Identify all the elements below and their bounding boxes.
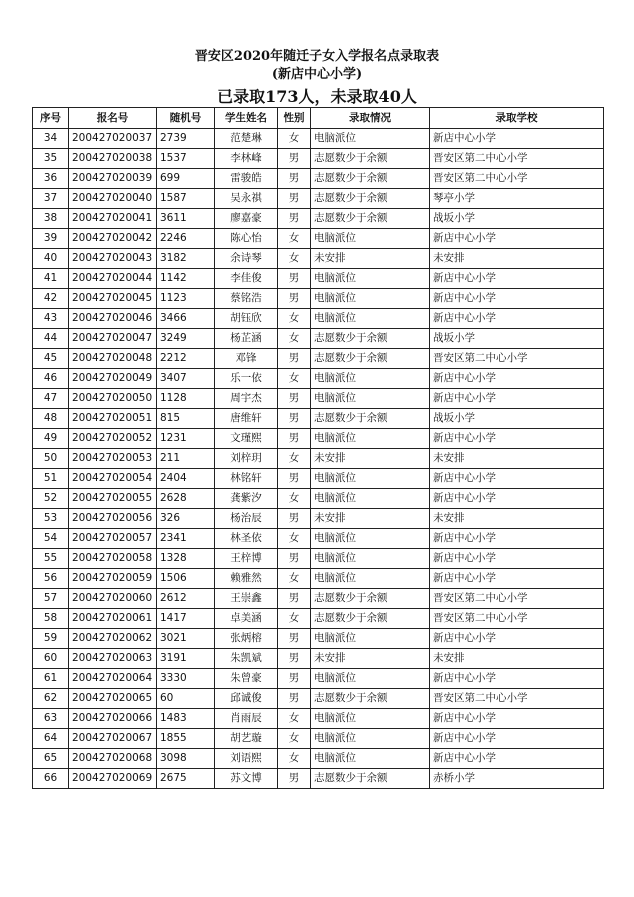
cell-registration-number: 200427020046: [69, 309, 157, 329]
cell-admitted-school: 新店中心小学: [430, 489, 604, 509]
cell-student-name: 龚紫汐: [215, 489, 278, 509]
cell-registration-number: 200427020064: [69, 669, 157, 689]
cell-registration-number: 200427020039: [69, 169, 157, 189]
cell-index: 35: [33, 149, 69, 169]
cell-gender: 男: [278, 189, 311, 209]
cell-admitted-school: 战坂小学: [430, 209, 604, 229]
cell-student-name: 吴永祺: [215, 189, 278, 209]
cell-admission-status: 志愿数少于余额: [311, 409, 430, 429]
cell-gender: 男: [278, 209, 311, 229]
cell-admitted-school: 新店中心小学: [430, 309, 604, 329]
cell-student-name: 朱曾豪: [215, 669, 278, 689]
cell-admitted-school: 新店中心小学: [430, 629, 604, 649]
cell-registration-number: 200427020056: [69, 509, 157, 529]
cell-index: 52: [33, 489, 69, 509]
cell-gender: 男: [278, 629, 311, 649]
cell-registration-number: 200427020058: [69, 549, 157, 569]
cell-admitted-school: 晋安区第二中心小学: [430, 149, 604, 169]
cell-registration-number: 200427020052: [69, 429, 157, 449]
cell-random-number: 1587: [157, 189, 215, 209]
cell-random-number: 1537: [157, 149, 215, 169]
cell-admission-status: 电脑派位: [311, 469, 430, 489]
cell-index: 61: [33, 669, 69, 689]
cell-admission-status: 志愿数少于余额: [311, 349, 430, 369]
cell-random-number: 3466: [157, 309, 215, 329]
table-row: [33, 769, 604, 789]
cell-index: 50: [33, 449, 69, 469]
table-row: [33, 309, 604, 329]
table-row: [33, 569, 604, 589]
cell-registration-number: 200427020060: [69, 589, 157, 609]
cell-student-name: 雷骏皓: [215, 169, 278, 189]
cell-index: 65: [33, 749, 69, 769]
table-row: [33, 209, 604, 229]
cell-random-number: 3021: [157, 629, 215, 649]
cell-student-name: 朱凯斌: [215, 649, 278, 669]
cell-random-number: 3611: [157, 209, 215, 229]
cell-random-number: 2612: [157, 589, 215, 609]
table-row: [33, 409, 604, 429]
cell-student-name: 刘梓玥: [215, 449, 278, 469]
cell-admission-status: 志愿数少于余额: [311, 769, 430, 789]
cell-admission-status: 未安排: [311, 449, 430, 469]
admission-table: [32, 107, 604, 789]
cell-gender: 男: [278, 389, 311, 409]
cell-gender: 男: [278, 549, 311, 569]
cell-student-name: 范楚琳: [215, 129, 278, 149]
table-row: [33, 749, 604, 769]
cell-gender: 女: [278, 609, 311, 629]
cell-random-number: 1123: [157, 289, 215, 309]
cell-gender: 男: [278, 589, 311, 609]
cell-student-name: 李林峰: [215, 149, 278, 169]
cell-registration-number: 200427020055: [69, 489, 157, 509]
cell-admitted-school: 新店中心小学: [430, 129, 604, 149]
cell-student-name: 邓锋: [215, 349, 278, 369]
cell-index: 60: [33, 649, 69, 669]
cell-gender: 男: [278, 289, 311, 309]
cell-index: 54: [33, 529, 69, 549]
cell-admission-status: 志愿数少于余额: [311, 149, 430, 169]
cell-admitted-school: 新店中心小学: [430, 549, 604, 569]
cell-student-name: 杨芷涵: [215, 329, 278, 349]
column-header-random-number: 随机号: [157, 108, 215, 129]
cell-random-number: 2628: [157, 489, 215, 509]
cell-gender: 女: [278, 729, 311, 749]
cell-index: 40: [33, 249, 69, 269]
cell-registration-number: 200427020037: [69, 129, 157, 149]
cell-admission-status: 志愿数少于余额: [311, 169, 430, 189]
cell-random-number: 2404: [157, 469, 215, 489]
cell-student-name: 苏文博: [215, 769, 278, 789]
cell-admission-status: 志愿数少于余额: [311, 689, 430, 709]
cell-random-number: 3249: [157, 329, 215, 349]
cell-gender: 女: [278, 369, 311, 389]
cell-admitted-school: 晋安区第二中心小学: [430, 689, 604, 709]
cell-admitted-school: 新店中心小学: [430, 229, 604, 249]
cell-admission-status: 电脑派位: [311, 629, 430, 649]
cell-index: 41: [33, 269, 69, 289]
table-row: [33, 389, 604, 409]
cell-admission-status: 志愿数少于余额: [311, 209, 430, 229]
cell-gender: 女: [278, 449, 311, 469]
cell-random-number: 3191: [157, 649, 215, 669]
cell-student-name: 卓美涵: [215, 609, 278, 629]
cell-admission-status: 电脑派位: [311, 309, 430, 329]
cell-admission-status: 电脑派位: [311, 229, 430, 249]
cell-random-number: 2675: [157, 769, 215, 789]
cell-admission-status: 电脑派位: [311, 429, 430, 449]
cell-student-name: 李佳俊: [215, 269, 278, 289]
cell-gender: 男: [278, 429, 311, 449]
cell-gender: 男: [278, 649, 311, 669]
cell-random-number: 1128: [157, 389, 215, 409]
cell-admission-status: 电脑派位: [311, 289, 430, 309]
cell-index: 48: [33, 409, 69, 429]
cell-gender: 女: [278, 489, 311, 509]
cell-admitted-school: 战坂小学: [430, 329, 604, 349]
cell-random-number: 1231: [157, 429, 215, 449]
document-subtitle: (新店中心小学): [271, 67, 363, 82]
cell-student-name: 赖雅然: [215, 569, 278, 589]
cell-registration-number: 200427020069: [69, 769, 157, 789]
cell-registration-number: 200427020065: [69, 689, 157, 709]
cell-student-name: 王梓博: [215, 549, 278, 569]
table-row: [33, 449, 604, 469]
cell-index: 44: [33, 329, 69, 349]
column-header-index: 序号: [33, 108, 69, 129]
cell-admission-status: 电脑派位: [311, 269, 430, 289]
table-row: [33, 249, 604, 269]
cell-student-name: 乐一依: [215, 369, 278, 389]
cell-admission-status: 未安排: [311, 249, 430, 269]
table-row: [33, 129, 604, 149]
cell-random-number: 60: [157, 689, 215, 709]
cell-admitted-school: 新店中心小学: [430, 389, 604, 409]
cell-index: 43: [33, 309, 69, 329]
cell-random-number: 211: [157, 449, 215, 469]
cell-random-number: 1142: [157, 269, 215, 289]
cell-registration-number: 200427020053: [69, 449, 157, 469]
cell-admitted-school: 新店中心小学: [430, 749, 604, 769]
cell-admitted-school: 未安排: [430, 249, 604, 269]
cell-registration-number: 200427020062: [69, 629, 157, 649]
cell-admission-status: 志愿数少于余额: [311, 329, 430, 349]
cell-gender: 女: [278, 749, 311, 769]
cell-admission-status: 志愿数少于余额: [311, 589, 430, 609]
cell-admitted-school: 新店中心小学: [430, 569, 604, 589]
cell-admission-status: 电脑派位: [311, 369, 430, 389]
cell-student-name: 蔡铭浩: [215, 289, 278, 309]
table-row: [33, 729, 604, 749]
column-header-admission-status: 录取情况: [311, 108, 430, 129]
cell-student-name: 林铭轩: [215, 469, 278, 489]
cell-random-number: 2341: [157, 529, 215, 549]
cell-index: 46: [33, 369, 69, 389]
cell-registration-number: 200427020038: [69, 149, 157, 169]
cell-registration-number: 200427020047: [69, 329, 157, 349]
table-row: [33, 489, 604, 509]
cell-admitted-school: 晋安区第二中心小学: [430, 609, 604, 629]
cell-admitted-school: 晋安区第二中心小学: [430, 589, 604, 609]
cell-index: 66: [33, 769, 69, 789]
cell-random-number: 1417: [157, 609, 215, 629]
cell-random-number: 3098: [157, 749, 215, 769]
cell-admitted-school: 赤桥小学: [430, 769, 604, 789]
cell-random-number: 2246: [157, 229, 215, 249]
cell-random-number: 3407: [157, 369, 215, 389]
cell-registration-number: 200427020068: [69, 749, 157, 769]
cell-index: 53: [33, 509, 69, 529]
cell-registration-number: 200427020061: [69, 609, 157, 629]
cell-admitted-school: 新店中心小学: [430, 729, 604, 749]
cell-registration-number: 200427020042: [69, 229, 157, 249]
cell-admission-status: 电脑派位: [311, 669, 430, 689]
cell-index: 38: [33, 209, 69, 229]
cell-gender: 男: [278, 689, 311, 709]
cell-index: 55: [33, 549, 69, 569]
table-row: [33, 189, 604, 209]
cell-registration-number: 200427020048: [69, 349, 157, 369]
cell-registration-number: 200427020066: [69, 709, 157, 729]
cell-registration-number: 200427020057: [69, 529, 157, 549]
column-header-admitted-school: 录取学校: [430, 108, 604, 129]
cell-gender: 女: [278, 309, 311, 329]
cell-registration-number: 200427020054: [69, 469, 157, 489]
cell-admission-status: 电脑派位: [311, 389, 430, 409]
cell-admission-status: 电脑派位: [311, 749, 430, 769]
cell-random-number: 1483: [157, 709, 215, 729]
cell-admission-status: 志愿数少于余额: [311, 609, 430, 629]
cell-student-name: 陈心怡: [215, 229, 278, 249]
cell-gender: 男: [278, 669, 311, 689]
table-row: [33, 549, 604, 569]
cell-index: 34: [33, 129, 69, 149]
cell-index: 51: [33, 469, 69, 489]
cell-random-number: 1855: [157, 729, 215, 749]
cell-random-number: 326: [157, 509, 215, 529]
table-row: [33, 669, 604, 689]
cell-admitted-school: 晋安区第二中心小学: [430, 349, 604, 369]
cell-registration-number: 200427020059: [69, 569, 157, 589]
cell-admitted-school: 未安排: [430, 509, 604, 529]
table-row: [33, 469, 604, 489]
table-row: [33, 349, 604, 369]
cell-registration-number: 200427020049: [69, 369, 157, 389]
cell-student-name: 廖嘉豪: [215, 209, 278, 229]
cell-registration-number: 200427020063: [69, 649, 157, 669]
cell-admitted-school: 新店中心小学: [430, 369, 604, 389]
cell-gender: 男: [278, 169, 311, 189]
cell-index: 58: [33, 609, 69, 629]
cell-random-number: 1506: [157, 569, 215, 589]
cell-admission-status: 电脑派位: [311, 549, 430, 569]
cell-random-number: 2739: [157, 129, 215, 149]
table-row: [33, 149, 604, 169]
table-row: [33, 709, 604, 729]
cell-admitted-school: 未安排: [430, 449, 604, 469]
cell-gender: 女: [278, 709, 311, 729]
cell-admission-status: 未安排: [311, 649, 430, 669]
table-row: [33, 269, 604, 289]
cell-registration-number: 200427020067: [69, 729, 157, 749]
table-row: [33, 369, 604, 389]
table-header-row: [33, 108, 604, 129]
column-header-gender: 性别: [278, 108, 311, 129]
cell-admitted-school: 新店中心小学: [430, 289, 604, 309]
cell-registration-number: 200427020045: [69, 289, 157, 309]
cell-gender: 男: [278, 149, 311, 169]
table-row: [33, 509, 604, 529]
cell-index: 56: [33, 569, 69, 589]
table-body: [33, 129, 604, 789]
column-header-student-name: 学生姓名: [215, 108, 278, 129]
cell-index: 47: [33, 389, 69, 409]
cell-gender: 男: [278, 769, 311, 789]
cell-admitted-school: 新店中心小学: [430, 429, 604, 449]
cell-random-number: 3182: [157, 249, 215, 269]
cell-index: 37: [33, 189, 69, 209]
cell-student-name: 张炳榕: [215, 629, 278, 649]
table-row: [33, 229, 604, 249]
cell-gender: 女: [278, 129, 311, 149]
cell-registration-number: 200427020044: [69, 269, 157, 289]
cell-student-name: 邱诚俊: [215, 689, 278, 709]
cell-random-number: 3330: [157, 669, 215, 689]
table-row: [33, 649, 604, 669]
cell-index: 64: [33, 729, 69, 749]
cell-admission-status: 电脑派位: [311, 729, 430, 749]
cell-gender: 男: [278, 509, 311, 529]
cell-gender: 男: [278, 409, 311, 429]
cell-random-number: 699: [157, 169, 215, 189]
cell-admitted-school: 琴亭小学: [430, 189, 604, 209]
cell-random-number: 815: [157, 409, 215, 429]
table-row: [33, 329, 604, 349]
column-header-registration-number: 报名号: [69, 108, 157, 129]
cell-student-name: 肖雨辰: [215, 709, 278, 729]
cell-student-name: 杨治辰: [215, 509, 278, 529]
cell-admission-status: 志愿数少于余额: [311, 189, 430, 209]
cell-index: 63: [33, 709, 69, 729]
cell-gender: 女: [278, 569, 311, 589]
cell-student-name: 余诗琴: [215, 249, 278, 269]
table-row: [33, 429, 604, 449]
cell-gender: 女: [278, 529, 311, 549]
cell-random-number: 2212: [157, 349, 215, 369]
cell-admitted-school: 新店中心小学: [430, 669, 604, 689]
cell-admission-status: 电脑派位: [311, 709, 430, 729]
cell-student-name: 文瑾熙: [215, 429, 278, 449]
cell-index: 57: [33, 589, 69, 609]
admission-summary: 已录取173人，未录取40人: [217, 87, 417, 106]
cell-index: 45: [33, 349, 69, 369]
cell-admitted-school: 新店中心小学: [430, 709, 604, 729]
table-row: [33, 169, 604, 189]
cell-admitted-school: 新店中心小学: [430, 529, 604, 549]
cell-index: 49: [33, 429, 69, 449]
table-row: [33, 529, 604, 549]
cell-gender: 男: [278, 269, 311, 289]
cell-admitted-school: 战坂小学: [430, 409, 604, 429]
cell-admission-status: 电脑派位: [311, 529, 430, 549]
cell-registration-number: 200427020050: [69, 389, 157, 409]
cell-gender: 女: [278, 329, 311, 349]
document-title: 晋安区2020年随迁子女入学报名点录取表: [194, 49, 440, 64]
cell-student-name: 周宇杰: [215, 389, 278, 409]
cell-random-number: 1328: [157, 549, 215, 569]
cell-student-name: 王崇鑫: [215, 589, 278, 609]
cell-student-name: 胡钰欣: [215, 309, 278, 329]
cell-student-name: 胡艺璇: [215, 729, 278, 749]
table-row: [33, 689, 604, 709]
cell-admission-status: 电脑派位: [311, 569, 430, 589]
cell-admitted-school: 新店中心小学: [430, 269, 604, 289]
cell-index: 59: [33, 629, 69, 649]
cell-registration-number: 200427020041: [69, 209, 157, 229]
cell-registration-number: 200427020043: [69, 249, 157, 269]
cell-admission-status: 电脑派位: [311, 129, 430, 149]
cell-gender: 女: [278, 229, 311, 249]
cell-index: 36: [33, 169, 69, 189]
cell-index: 39: [33, 229, 69, 249]
cell-student-name: 林圣依: [215, 529, 278, 549]
cell-registration-number: 200427020040: [69, 189, 157, 209]
cell-index: 62: [33, 689, 69, 709]
cell-index: 42: [33, 289, 69, 309]
cell-admission-status: 电脑派位: [311, 489, 430, 509]
table-row: [33, 629, 604, 649]
table-row: [33, 589, 604, 609]
cell-admitted-school: 晋安区第二中心小学: [430, 169, 604, 189]
cell-gender: 男: [278, 349, 311, 369]
cell-admitted-school: 未安排: [430, 649, 604, 669]
cell-student-name: 刘语熙: [215, 749, 278, 769]
cell-student-name: 唐维轩: [215, 409, 278, 429]
cell-registration-number: 200427020051: [69, 409, 157, 429]
cell-gender: 女: [278, 249, 311, 269]
cell-admitted-school: 新店中心小学: [430, 469, 604, 489]
table-row: [33, 609, 604, 629]
cell-admission-status: 未安排: [311, 509, 430, 529]
cell-gender: 男: [278, 469, 311, 489]
table-row: [33, 289, 604, 309]
